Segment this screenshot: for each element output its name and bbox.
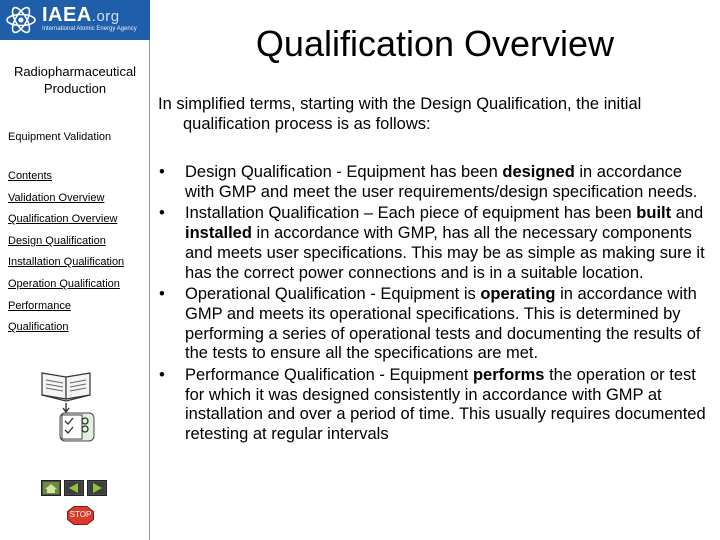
list-item: • Installation Qualification – Each piece of equipment has been built and installed in accordance with GMP, has all the necessary components and meets user specifications. This may be as simple as making sure it has the correct power connections and is in a suitable location. bbox=[159, 204, 705, 282]
logo-tagline: International Atomic Energy Agency bbox=[42, 26, 137, 32]
module-title: Radiopharmaceutical Production bbox=[13, 64, 137, 96]
list-item: • Operational Qualification - Equipment is operating in accordance with GMP and meets its operational specifications. This is determined by performing a series of operational tests and documenting the results of the tests to ensure all the specifications are met. bbox=[159, 285, 701, 363]
nav-operation-qualification[interactable]: Operation Qualification bbox=[8, 278, 120, 290]
section-title: Equipment Validation bbox=[8, 131, 112, 143]
nav-installation-qualification[interactable]: Installation Qualification bbox=[8, 256, 125, 268]
bullet-icon: • bbox=[159, 285, 165, 304]
bullet-icon: • bbox=[159, 204, 165, 223]
nav-performance[interactable]: Performance bbox=[8, 300, 71, 312]
logo-name: IAEA.org bbox=[42, 4, 120, 26]
list-item: • Design Qualification - Equipment has been designed in accordance with GMP and meet the user requirements/design specification needs. bbox=[159, 163, 698, 201]
nav-qualification-overview[interactable]: Qualification Overview bbox=[8, 213, 118, 225]
stop-button[interactable] bbox=[67, 506, 94, 525]
home-button[interactable] bbox=[41, 480, 61, 496]
back-arrow-icon bbox=[65, 481, 83, 495]
home-icon bbox=[42, 481, 60, 495]
sidebar bbox=[0, 0, 150, 540]
book-and-checklist-icon bbox=[38, 365, 98, 445]
nav-design-qualification[interactable]: Design Qualification bbox=[8, 235, 106, 247]
back-button[interactable] bbox=[64, 480, 84, 496]
nav-contents[interactable]: Contents bbox=[8, 170, 53, 182]
qualification-list bbox=[158, 163, 708, 447]
intro-text: In simplified terms, starting with the Design Qualification, the initial qualification process is as follows: bbox=[158, 95, 642, 133]
stop-label: STOP bbox=[69, 510, 92, 519]
forward-button[interactable] bbox=[87, 480, 107, 496]
nav-qualification[interactable]: Qualification bbox=[8, 321, 69, 333]
bullet-icon: • bbox=[159, 163, 165, 181]
forward-arrow-icon bbox=[88, 481, 106, 495]
nav-validation-overview[interactable]: Validation Overview bbox=[8, 192, 105, 204]
list-item: • Performance Qualification - Equipment performs the operation or test for which it was designed consistently in accordance with GMP at installation and over a period of time. This usually requires documented retesting at regular intervals bbox=[159, 366, 706, 444]
page-title: Qualification Overview bbox=[255, 23, 615, 64]
iaea-logo[interactable] bbox=[0, 0, 150, 40]
atom-icon bbox=[4, 3, 38, 37]
bullet-icon: • bbox=[159, 366, 165, 385]
